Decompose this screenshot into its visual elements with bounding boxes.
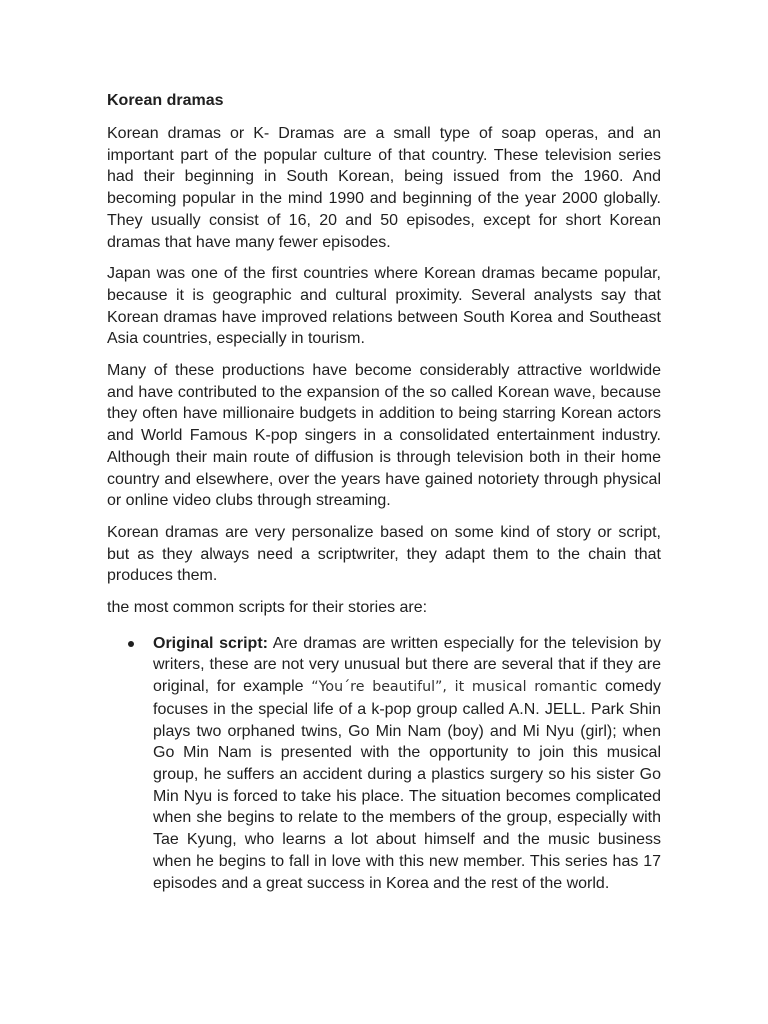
document-title: Korean dramas (107, 92, 224, 109)
paragraph-scripts: Korean dramas are very personalize based on some kind of story or script, but as they always need a scriptwriter, they adapt them to the chain that produces them. (107, 523, 661, 585)
list-item-quote: “You´re beautiful”, it musical romantic (311, 679, 598, 696)
list-intro: the most common scripts for their stories are: (107, 599, 428, 617)
list-item-term: Original script: (153, 634, 268, 652)
list-item-text-after: comedy focuses in the special life of a k-pop group called A.N. JELL. Park Shin plays two orphaned twins, Go Min Nam (boy) and Mi Nyu (girl); when Go Min Nam is presented with the opportunity to join this musical group, he suffers an accident during a plastics surgery so his sister Go Min Nyu is forced to take his place. The situation becomes complicated when she begins to relate to the members of the group, especially with Tae Kyung, who learns a lot about himself and the music business when he begins to fall in love with this new member. This series has 17 episodes and a great success in Korea and the rest of the world. (153, 678, 662, 892)
list-item (153, 633, 661, 894)
paragraph-japan: Japan was one of the first countries where Korean dramas became popular, because it is geographic and cultural proximity. Several analysts say that Korean dramas have improved relations between South Korea and Southeast Asia countries, especially in tourism. (107, 265, 661, 348)
list-item-text-before: Are dramas are written especially for the television by writers, these are not very unusual but there are several that if they are original, for example (153, 634, 661, 696)
paragraph-productions: Many of these productions have become considerably attractive worldwide and have contributed to the expansion of the so called Korean wave, because they often have millionaire budgets in addition to being starring Korean actors and World Famous K-pop singers in a consolidated entertainment industry. Although their main route of diffusion is through television both in their home country and elsewhere, over the years have gained notoriety through physical or online video clubs through streaming. (107, 362, 661, 510)
document-page (107, 90, 661, 894)
script-types-list (107, 633, 661, 894)
paragraph-intro-kdramas: Korean dramas or K- Dramas are a small type of soap operas, and an important part of the popular culture of that country. These television series had their beginning in South Korean, being issued from the 1960. And becoming popular in the mind 1990 and beginning of the year 2000 globally. They usually consist of 16, 20 and 50 episodes, except for short Korean dramas that have many fewer episodes. (107, 125, 661, 251)
